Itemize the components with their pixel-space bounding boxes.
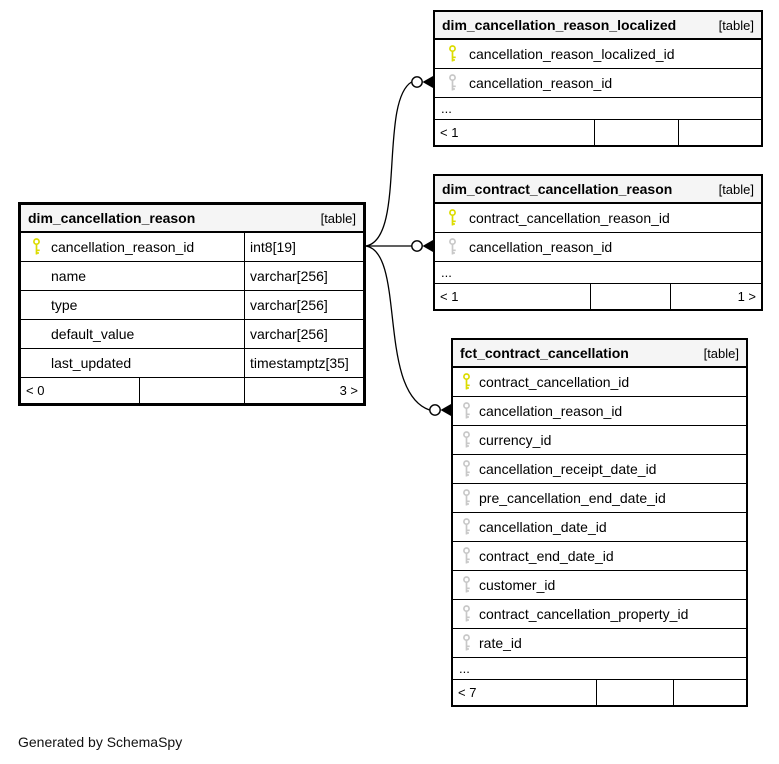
column-type: varchar[256] bbox=[250, 326, 328, 342]
column-row bbox=[21, 349, 363, 378]
table-title: dim_contract_cancellation_reason bbox=[442, 181, 673, 197]
table-type-badge: [table] bbox=[718, 17, 754, 33]
column-name: name bbox=[51, 268, 87, 284]
column-row bbox=[453, 455, 746, 484]
column-row bbox=[453, 571, 746, 600]
column-row bbox=[453, 600, 746, 629]
column-name: cancellation_reason_id bbox=[479, 403, 623, 419]
more-columns-ellipsis: ... bbox=[435, 262, 761, 284]
footer-cell bbox=[591, 284, 671, 309]
column-name: last_updated bbox=[51, 355, 132, 371]
footer-parents-count bbox=[674, 680, 746, 705]
zero-cardinality-icon bbox=[430, 405, 440, 415]
footer-children-count: < 7 bbox=[453, 680, 597, 705]
table-type-badge: [table] bbox=[320, 210, 356, 226]
table-type-badge: [table] bbox=[703, 345, 739, 361]
footer-children-count: < 1 bbox=[435, 120, 595, 145]
column-row bbox=[453, 542, 746, 571]
generated-by-credit: Generated by SchemaSpy bbox=[18, 734, 183, 750]
footer-parents-count bbox=[679, 120, 761, 145]
primary-key-icon bbox=[435, 45, 469, 63]
foreign-key-icon bbox=[453, 547, 479, 565]
column-name: type bbox=[51, 297, 78, 313]
column-row bbox=[453, 368, 746, 397]
table-footer bbox=[435, 120, 761, 145]
column-name: cancellation_reason_id bbox=[469, 75, 613, 91]
arrowhead-icon bbox=[441, 404, 452, 416]
arrowhead-icon bbox=[423, 240, 434, 252]
column-name-cell bbox=[21, 233, 245, 261]
table-footer bbox=[453, 680, 746, 705]
foreign-key-icon bbox=[453, 460, 479, 478]
table-footer bbox=[435, 284, 761, 309]
column-name-cell bbox=[21, 320, 245, 348]
footer-children-count: < 1 bbox=[435, 284, 591, 309]
column-name: cancellation_reason_id bbox=[469, 239, 613, 255]
foreign-key-icon bbox=[453, 518, 479, 536]
column-name-cell bbox=[21, 291, 245, 319]
footer-parents-count: 1 > bbox=[737, 289, 756, 304]
column-name: rate_id bbox=[479, 635, 522, 651]
zero-cardinality-icon bbox=[412, 241, 422, 251]
primary-key-icon bbox=[21, 238, 51, 256]
column-name: default_value bbox=[51, 326, 135, 342]
table-header bbox=[435, 12, 761, 40]
edge-to-dim-cancellation-reason-localized bbox=[366, 82, 412, 246]
footer-cell bbox=[140, 378, 245, 403]
foreign-key-icon bbox=[453, 576, 479, 594]
column-row bbox=[21, 320, 363, 349]
primary-key-icon bbox=[453, 373, 479, 391]
table-footer bbox=[21, 378, 363, 403]
arrowhead-icon bbox=[423, 76, 434, 88]
column-row bbox=[435, 69, 761, 98]
column-name: customer_id bbox=[479, 577, 556, 593]
column-type: varchar[256] bbox=[250, 297, 328, 313]
column-name: contract_cancellation_id bbox=[479, 374, 630, 390]
column-name: contract_end_date_id bbox=[479, 548, 614, 564]
column-row bbox=[453, 426, 746, 455]
column-name: cancellation_reason_id bbox=[51, 239, 195, 255]
column-type: timestamptz[35] bbox=[250, 355, 349, 371]
column-name: cancellation_receipt_date_id bbox=[479, 461, 657, 477]
column-name-cell bbox=[21, 349, 245, 377]
foreign-key-icon bbox=[453, 605, 479, 623]
table-header bbox=[21, 205, 363, 233]
zero-cardinality-icon bbox=[412, 77, 422, 87]
foreign-key-icon bbox=[453, 489, 479, 507]
footer-cell bbox=[595, 120, 679, 145]
column-row bbox=[435, 233, 761, 262]
more-columns-ellipsis: ... bbox=[435, 98, 761, 120]
column-row bbox=[21, 291, 363, 320]
column-name: cancellation_reason_localized_id bbox=[469, 46, 675, 62]
footer-cell bbox=[597, 680, 674, 705]
column-name: currency_id bbox=[479, 432, 552, 448]
primary-key-icon bbox=[435, 209, 469, 227]
foreign-key-icon bbox=[435, 74, 469, 92]
column-row bbox=[435, 40, 761, 69]
column-row bbox=[21, 262, 363, 291]
column-row bbox=[435, 204, 761, 233]
footer-parents-count: 3 > bbox=[339, 383, 358, 398]
foreign-key-icon bbox=[453, 634, 479, 652]
column-name: cancellation_date_id bbox=[479, 519, 607, 535]
column-name-cell bbox=[21, 262, 245, 290]
column-name: contract_cancellation_property_id bbox=[479, 606, 689, 622]
foreign-key-icon bbox=[435, 238, 469, 256]
table-dim-cancellation-reason[interactable] bbox=[18, 202, 366, 406]
table-header bbox=[435, 176, 761, 204]
column-type: int8[19] bbox=[250, 239, 296, 255]
edge-to-fct-contract-cancellation bbox=[366, 246, 430, 410]
table-title: dim_cancellation_reason_localized bbox=[442, 17, 677, 33]
table-type-badge: [table] bbox=[718, 181, 754, 197]
column-type: varchar[256] bbox=[250, 268, 328, 284]
table-title: fct_contract_cancellation bbox=[460, 345, 629, 361]
more-columns-ellipsis: ... bbox=[453, 658, 746, 680]
column-row bbox=[453, 397, 746, 426]
foreign-key-icon bbox=[453, 431, 479, 449]
footer-children-count: < 0 bbox=[21, 378, 140, 403]
table-header bbox=[453, 340, 746, 368]
column-row bbox=[453, 513, 746, 542]
foreign-key-icon bbox=[453, 402, 479, 420]
column-row bbox=[21, 233, 363, 262]
column-name: pre_cancellation_end_date_id bbox=[479, 490, 666, 506]
column-name: contract_cancellation_reason_id bbox=[469, 210, 670, 226]
table-dim-cancellation-reason-localized[interactable] bbox=[433, 10, 763, 147]
table-fct-contract-cancellation[interactable] bbox=[451, 338, 748, 707]
table-dim-contract-cancellation-reason[interactable] bbox=[433, 174, 763, 311]
column-row bbox=[453, 484, 746, 513]
table-title: dim_cancellation_reason bbox=[28, 210, 196, 226]
column-row bbox=[453, 629, 746, 658]
